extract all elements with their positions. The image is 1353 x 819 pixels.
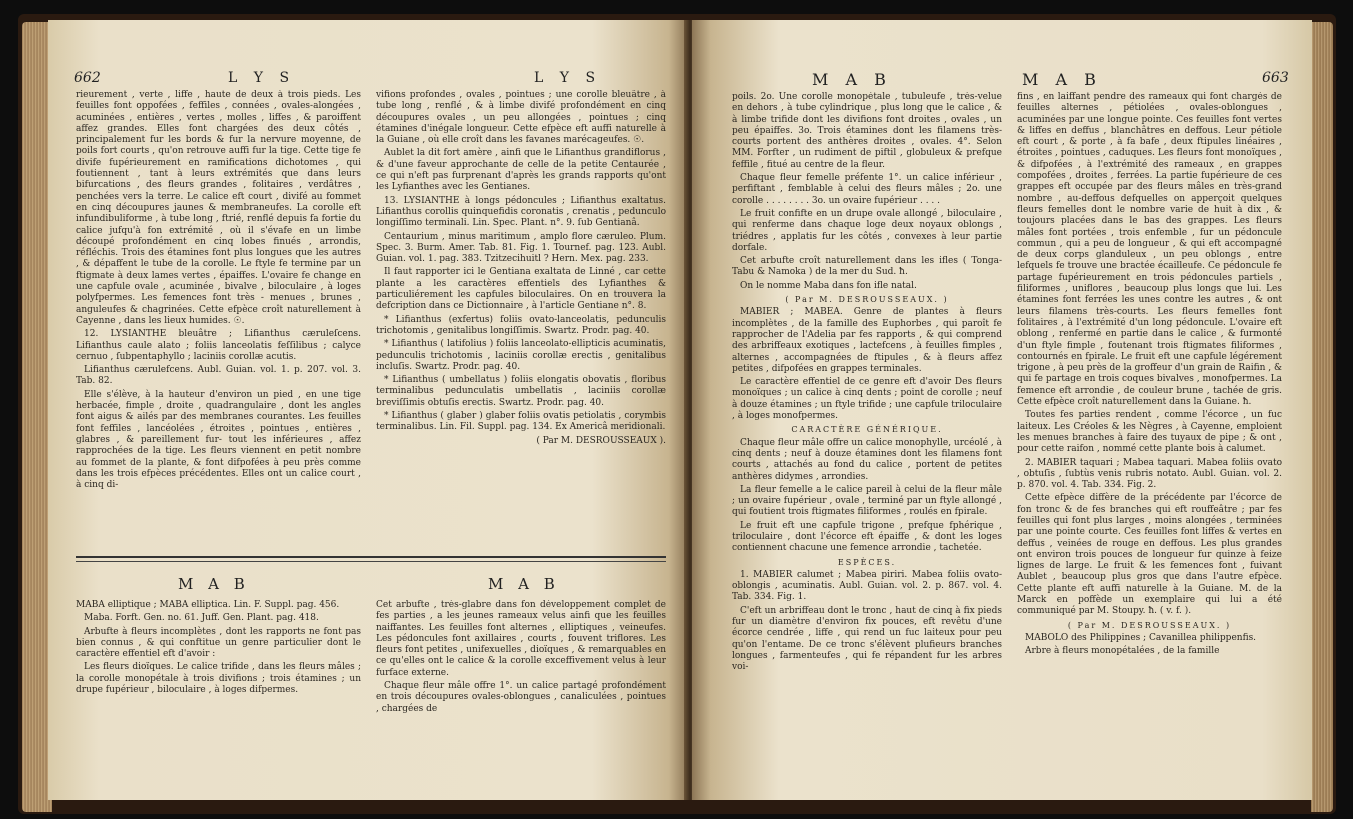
entry-mabolo: MABOLO des Philippines ; Cavanillea philippenfis. (1025, 632, 1257, 643)
paragraph: Chaque fleur mâle offre 1°. un calice partagé profondément en trois découpures ovales-oblongues , canaliculées , pointues , chargées de (376, 681, 666, 714)
paragraph: Lifianthus cærulefcens. Aubl. Guian. vol. 1. p. 207. vol. 3. Tab. 82. (76, 365, 361, 387)
section-rule-thin (76, 561, 666, 562)
paragraph: On le nomme Maba dans fon ifle natal. (740, 280, 917, 291)
paragraph: Les fleurs dioïques. Le calice trifide , dans les fleurs mâles ; la corolle monopétale à trois divifions ; trois étamines ; un drupe fupérieur , biloculaire , à loges difpermes. (76, 662, 361, 696)
author-signature: ( Par M. DESROUSSEAUX. ) (785, 295, 949, 305)
heading-especes: ESPÈCES. (837, 557, 897, 567)
page-number-right: 663 (1262, 70, 1289, 86)
left-page-column-1 (76, 90, 361, 550)
paragraph: Centaurium , minus maritimum , amplo flore cæruleo. Plum. Spec. 3. Burm. Amer. Tab. 81. Fig. 1. Tournef. pag. 123. Aubl. Guian. vol. 1. pag. 383. Tzitzecihuitl ? Hern. Mex. pag. 233. (376, 231, 666, 265)
author-signature: ( Par M. DESROUSSEAUX. ) (1067, 620, 1232, 630)
paragraph: * Lifianthus ( umbellatus ) foliis elongatis obovatis , floribus terminalibus pedunculatis umbellatis , laciniis corollæ breviſſimis obtuſis erectis. Swartz. Prodr. pag. 40. (376, 375, 666, 408)
left-page-column-2 (376, 90, 666, 550)
paragraph: Chaque fleur femelle préfente 1°. un calice inférieur , perfiftant , femblable à celui des fleurs mâles ; 2o. une corolle . . . . . . . . 3o. un ovaire fupérieur . . . . (732, 173, 1002, 206)
left-page-lower-column-2 (376, 600, 666, 795)
paragraph: rieurement , verte , liffe , haute de deux à trois pieds. Les feuilles font oppofées , feffiles , connées , ovales-alongées , acuminées , entières , vertes , molles , liffes , & paroiffent affez grandes. Elles font chargées des deux côtés , principalement fur les bords & fur la nervure moyenne, de poils fort courts , qu'on retrouve auffi fur la tige. Cette tige fe divife fupérieurement en ramifications dichotomes , qui foutiennent , tant à leurs extrémités que dans leurs bifurcations , des fleurs grandes , folitaires , verdâtres , penchées vers la terre. Le calice eft court , divifé au fommet en cinq découpures jaunes & membraneufes. La corolle eft infundibuliforme , à tube long , ftrié, renflé depuis fa fortie du calice jufqu'à fon extrémité , où il s'évafe en un limbe découpé profondément en cinq lobes finués , arrondis, réfléchis. Trois des étamines font plus longues que les autres , & dépaffent le tube de la corolle. Le ftyle fe termine par un ftigmate à deux lames vertes , épaiffes. L'ovaire fe change en une capfule ovale , acuminée , bivalve , biloculaire , à loges polyfpermes. Les femences font très - menues , brunes , anguleufes & chagrinées. Cette efpèce croît naturellement à Cayenne , dans les lieux humides. ☉. (76, 90, 361, 326)
paragraph: Cet arbufte croît naturellement dans les ifles ( Tonga-Tabu & Namoka ) de la mer du Sud. ħ. (732, 256, 1002, 278)
running-head-left-col2: L Y S (534, 70, 602, 86)
heading-caractere-generique: CARACTÈRE GÉNÉRIQUE. (791, 425, 943, 435)
entry-maba: MABA elliptique ; MABA elliptica. Lin. F. Suppl. pag. 456. (76, 600, 340, 610)
paragraph: * Lifianthus ( glaber ) glaber foliis ovatis petiolatis , corymbis terminalibus. Lin. Fil. Suppl. pag. 134. Ex Americâ meridionali. (376, 411, 666, 433)
author-signature: ( Par M. DESROUSSEAUX ). (536, 435, 666, 446)
paragraph: Le fruit confifte en un drupe ovale allongé , biloculaire , qui renferme dans chaque loge deux noyaux oblongs , triédres , applatis fur les côtés , convexes à leur partie dorfale. (732, 208, 1002, 253)
section-rule (76, 556, 666, 558)
paragraph: Le caractère effentiel de ce genre eft d'avoir Des fleurs monoïques ; un calice à cinq dents ; point de corolle ; neuf à douze étamines ; un ftyle trifide ; une capfule triloculaire , à loges monofpermes. (732, 377, 1002, 422)
left-page (48, 20, 688, 800)
paragraph: poils. 2o. Une corolle monopétale , tubuleufe , très-velue en dehors , à tube cylindrique , plus long que le calice , & à limbe trifide dont les divifions font droites , ovales , un peu épaiffes. 3o. Trois étamines dont les filamens très-courts portent des anthères droites , ovales. 4°. Selon MM. Forfter , un rudiment de piftil , globuleux & prefque feffile , fitué au centre de la fleur. (732, 92, 1002, 170)
running-head-right-col2: M A B (1022, 70, 1102, 89)
paragraph: 1. MABIER calumet ; Mabea piriri. Mabea foliis ovato-oblongis , acuminatis. Aubl. Guian. vol. 2. p. 867. vol. 4. Tab. 334. Fig. 1. (732, 569, 1002, 603)
running-head-left-col1: L Y S (228, 70, 296, 86)
right-page (692, 20, 1312, 800)
paragraph: Aublet la dit fort amère , ainfi que le Lifianthus grandiflorus , & d'une faveur approchante de celle de la petite Centaurée , ce qui n'eft pas furprenant d'après les grands rapports qu'ont les Lyfianthes avec les Gentianes. (376, 148, 666, 193)
paragraph: La fleur femelle a le calice pareil à celui de la fleur mâle ; un ovaire fupérieur , ovale , terminé par un ftyle allongé , qui foutient trois ftigmates filiformes , roulés en fpirale. (732, 484, 1002, 518)
page-edges-right (1311, 22, 1333, 812)
paragraph: 13. LYSIANTHE à longs pédoncules ; Lifianthus exaltatus. Lifianthus corollis quinquefidis coronatis , crenatis , pedunculo longiſſimo terminali. Lin. Spec. Plant. n°. 9. ſub Gentianâ. (376, 195, 666, 229)
right-page-column-2 (1017, 92, 1282, 792)
paragraph: Toutes fes parties rendent , comme l'écorce , un fuc laiteux. Les Créoles & les Nègres , à Cayenne, emploient les menues branches à faire des tuyaux de pipe ; & ont , pour cette raifon , nommé cette plante bois à calumet. (1017, 410, 1282, 455)
section-head-mab-right: M A B (488, 575, 560, 593)
paragraph: * Lifianthus ( latifolius ) foliis lanceolato-ellipticis acuminatis, pedunculis trichotomis , laciniis corollæ erectis , genitalibus incluſis. Swartz. Prodr. pag. 40. (376, 339, 666, 372)
paragraph: Cette efpèce diffère de la précédente par l'écorce de fon tronc & de fes branches qui eft rouffeâtre ; par fes feuilles qui font plus larges , moins alongées , terminées par une pointe courte. Ces feuilles font liffes & vertes en deffus , veinées de rouge en deffous. Les plus grandes ont environ trois pouces de longueur fur quinze à feize lignes de large. Le fruit & les femences font , fuivant Aublet , beaucoup plus gros que dans l'autre efpèce. Cette plante eft auffi naturelle à la Guiane. M. de la Marck en poffède un exemplaire qui lui a été communiqué par M. Stoupy. ħ. ( v. f. ). (1017, 493, 1282, 617)
section-head-mab-left: M A B (178, 575, 250, 593)
right-page-column-1 (732, 92, 1002, 792)
page-number-left: 662 (74, 70, 101, 86)
paragraph: Maba. Forft. Gen. no. 61. Juff. Gen. Plant. pag. 418. (84, 613, 319, 624)
paragraph: fins , en laiffant pendre des rameaux qui font chargés de feuilles alternes , pétiolées , ovales-oblongues , acuminées par une longue pointe. Ces feuilles font vertes & liffes en deffus , blanchâtres en deffous. Leur pétiole eft court , & porte , à fa bafe , deux ftipules linéaires , étroites , pointues , caduques. Les fleurs font monoïques , & difpofées , à l'extrémité des rameaux , en grappes compofées , droites , ferrées. La partie fupérieure de ces grappes eft occupée par des fleurs mâles en très-grand nombre , au-deffous defquelles on apperçoit quelques fleurs femelles dont le nombre varie de huit à dix , & toujours placées dans le bas des grappes. Les fleurs mâles font portées , trois enfemble , fur un pédoncule commun , qui a peu de longueur , & qui eft accompagné de deux corps glanduleux , un peu oblongs , entre lefquels fe trouve une bractée écailleufe. Ce pédoncule fe partage fupérieurement en trois pédoncules partiels , filiformes , uniflores , beaucoup plus longs que lui. Les étamines font ferrées les unes contre les autres , & ont leurs filamens très-courts. Les fleurs femelles font folitaires , à l'extrémité d'un long pédoncule. L'ovaire eft oblong , renfermé en partie dans le calice , & furmonté d'un ftyle fimple , foutenant trois ftigmates filiformes , contournés en fpirale. Le fruit eft une capfule légérement trigone , à peu près de la groffeur d'un grain de Raifin , & qui fe partage en trois coques bivalves , monofpermes. La femence eft arrondie , de couleur brune , tachée de gris. Cette efpèce croît naturellement dans la Guiane. ħ. (1017, 92, 1282, 408)
left-page-lower-column-1 (76, 600, 361, 795)
paragraph: Chaque fleur mâle offre un calice monophylle, urcéolé , à cinq dents ; neuf à douze étamines dont les filamens font courts , attachés au fond du calice , portent de petites anthères didymes , arrondies. (732, 437, 1002, 482)
paragraph: 2. MABIER taquari ; Mabea taquari. Mabea foliis ovato , obtuſis , ſubtùs venis rubris notato. Aubl. Guian. vol. 2. p. 870. vol. 4. Tab. 334. Fig. 2. (1017, 457, 1282, 491)
paragraph: 12. LYSIANTHE bleuâtre ; Lifianthus cæruleſcens. Lifianthus caule alato ; foliis lanceolatis feſſilibus ; calyce cernuo , ſubpentaphyllo ; laciniis corollæ acutis. (76, 329, 361, 362)
paragraph: Arbufte à fleurs incomplètes , dont les rapports ne font pas bien connus , & qui conftitue un genre particulier dont le caractère effentiel eft d'avoir : (76, 626, 361, 660)
paragraph: vifions profondes , ovales , pointues ; une corolle bleuâtre , à tube long , renflé , & à limbe divifé profondément en cinq découpures ovales , un peu allongées , pointues ; cinq étamines d'inégale longueur. Cette efpèce eft auffi naturelle à la Guiane , où elle croît dans les favanes marécageufes. ☉. (376, 90, 666, 146)
paragraph: Elle s'élève, à la hauteur d'environ un pied , en une tige herbacée, fimple , droite , quadrangulaire , dont les angles font aigus & ailés par des membranes courantes. Les feuilles font feffiles , lancéolées , étroites , pointues , entières , glabres , & pareillement fur- tout les inférieures , affez rapprochées de la tige. Les fleurs viennent en petit nombre au fommet de la plante, & font difpofées à peu près comme dans les trois efpèces précédentes. Elles ont un calice court , à cinq di- (76, 389, 361, 491)
entry-mabier: MABIER ; MABEA. Genre de plantes à fleurs incomplètes , de la famille des Euphorbes , qui paroît fe rapprocher de l'Adelia par fes rapports , & qui comprend des arbriffeaux exotiques , lactefcens , à feuilles fimples , alternes , accompagnées de ftipules , & à fleurs affez petites , difpofées en grappes terminales. (732, 307, 1002, 374)
paragraph: C'eft un arbriffeau dont le tronc , haut de cinq à fix pieds fur un diamètre d'environ fix pouces, eft revêtu d'une écorce cendrée , liffe , qui rend un fuc laiteux pour peu qu'on l'entame. De ce tronc s'élèvent plufieurs branches longues , farmenteufes , qui fe répandent fur les arbres voi- (732, 605, 1002, 673)
paragraph: * Lifianthus (exfertus) foliis ovato-lanceolatis, pedunculis trichotomis , genitalibus longiſſimis. Swartz. Prodr. pag. 40. (376, 314, 666, 336)
paragraph: Il faut rapporter ici le Gentiana exaltata de Linné , car cette plante a les caractères effentiels des Lyfianthes & particuliérement les capfules biloculaires. On en trouvera la defcription dans ce Dictionnaire , à l'article Gentiane n°. 8. (376, 267, 666, 312)
paragraph: Le fruit eft une capfule trigone , prefque fphérique , triloculaire , dont l'écorce eft épaiffe , & dont les loges contiennent chacune une femence arrondie , tachetée. (732, 520, 1002, 554)
paragraph: Arbre à fleurs monopétalées , de la famille (1025, 646, 1220, 657)
paragraph: Cet arbufte , très-glabre dans fon développement complet de fes parties , a les jeunes rameaux velus ainfi que les feuilles naiffantes. Les feuilles font alternes , elliptiques , veineufes. Les pédoncules font axillaires , courts , fouvent triflores. Les fleurs font petites , unifexuelles , dioïques , & remarquables en ce qu'elles ont le calice & la corolle exceffivement velus à leur furface externe. (376, 600, 666, 678)
running-head-right-col1: M A B (812, 70, 892, 89)
